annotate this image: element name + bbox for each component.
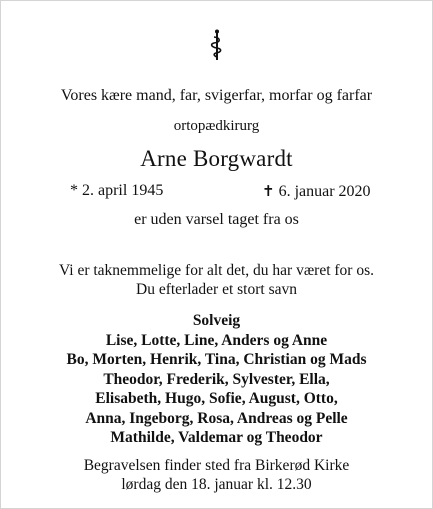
signers-list [1,311,432,448]
birth-date-text: 2. april 1945 [82,182,164,199]
cross-icon: ✝ [262,184,275,200]
thanks-line: Du efterlader et stort savn [136,281,297,298]
funeral-line: Begravelsen finder sted fra Birkerød Kirke [83,457,350,474]
signer-line: Bo, Morten, Henrik, Tina, Christian og Mads [66,351,367,368]
signer-line: Solveig [192,312,241,329]
death-date-text: 6. januar 2020 [278,183,371,200]
thanks-line: Vi er taknemmelige for alt det, du har været for os. [59,262,374,279]
birth-date [70,182,163,200]
signer-line: Anna, Ingeborg, Rosa, Andreas og Pelle [85,409,348,427]
staff-of-asclepius-icon [207,29,227,61]
funeral-info [1,456,432,494]
signer-line: Theodor, Frederik, Sylvester, Ella, [103,370,330,388]
birth-mark: * [70,182,78,199]
signer-line: Mathilde, Valdemar og Theodor [110,429,323,446]
funeral-line: lørdag den 18. januar kl. 12.30 [121,476,312,493]
passing-text: er uden varsel taget fra os [134,211,299,228]
intro-text: Vores kære mand, far, svigerfar, morfar og farfar [60,87,373,104]
profession-title: ortopædkirurg [173,118,260,134]
signer-line: Elisabeth, Hugo, Sofie, August, Otto, [95,390,338,407]
thanks-text [1,261,432,299]
death-date [262,182,371,201]
deceased-name: Arne Borgwardt [140,146,293,171]
signer-line: Lise, Lotte, Line, Anders og Anne [105,331,328,349]
